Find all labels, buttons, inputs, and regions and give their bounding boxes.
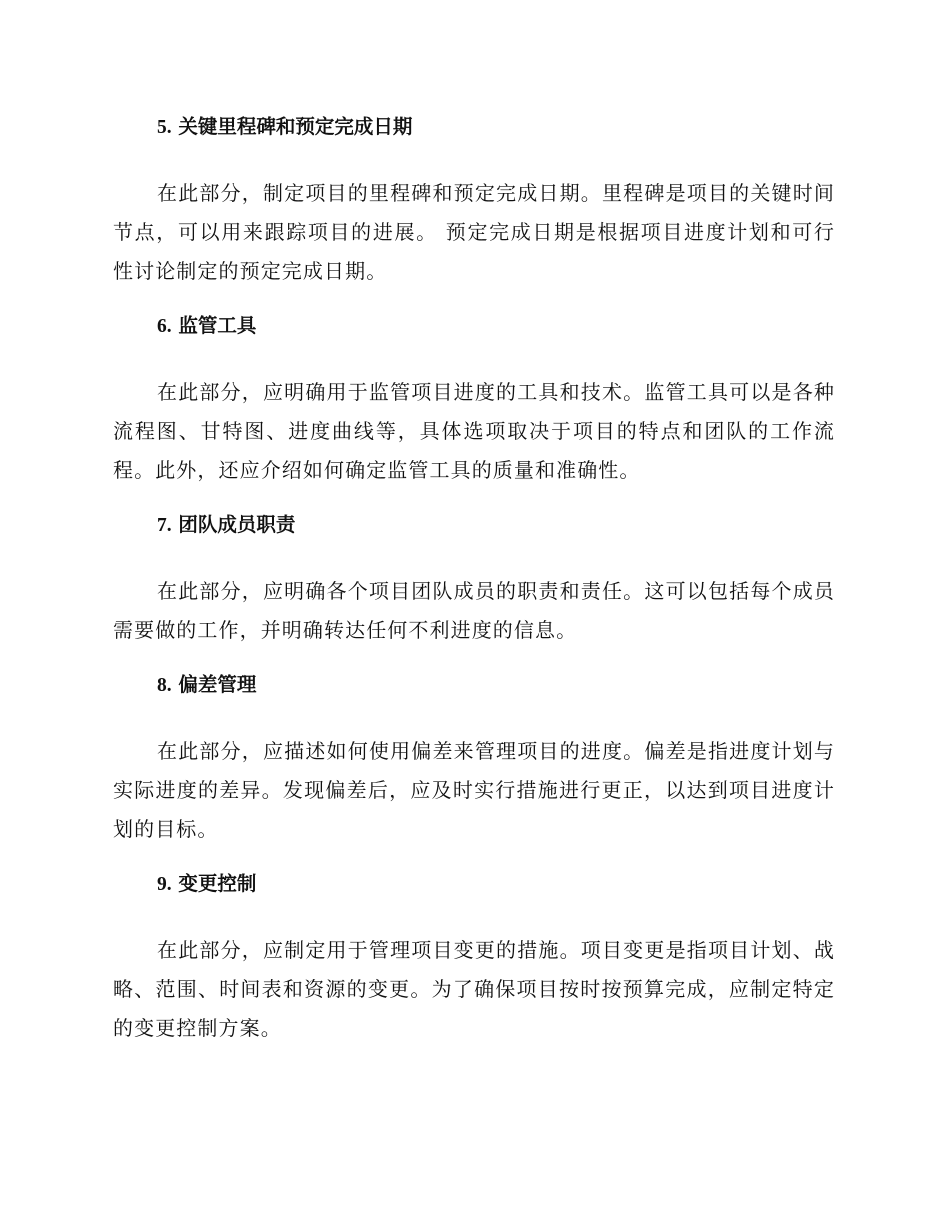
section-heading — [157, 666, 835, 704]
section-title: 关键里程碑和预定完成日期 — [178, 115, 413, 138]
section-number: 6. — [157, 316, 172, 337]
section-number: 9. — [157, 874, 172, 895]
section-milestones — [113, 108, 835, 291]
section-heading — [157, 865, 835, 903]
section-paragraph: 在此部分，应制定用于管理项目变更的措施。项目变更是指项目计划、战略、范围、时间表和资源的变更。为了确保项目按时按预算完成，应制定特定的变更控制方案。 — [113, 938, 835, 1040]
document-content — [113, 108, 835, 1064]
section-heading — [157, 506, 835, 544]
section-number: 7. — [157, 515, 172, 536]
section-variance-management — [113, 666, 835, 849]
section-title: 偏差管理 — [178, 673, 257, 696]
section-number: 5. — [157, 117, 172, 138]
section-title: 团队成员职责 — [178, 513, 296, 536]
section-team-responsibilities — [113, 506, 835, 650]
section-paragraph: 在此部分，应明确用于监管项目进度的工具和技术。监管工具可以是各种流程图、甘特图、进度曲线等，具体选项取决于项目的特点和团队的工作流程。此外，还应介绍如何确定监管工具的质量和准确性。 — [113, 380, 835, 482]
section-change-control — [113, 865, 835, 1048]
section-paragraph: 在此部分，制定项目的里程碑和预定完成日期。里程碑是项目的关键时间节点，可以用来跟踪项目的进展。 预定完成日期是根据项目进度计划和可行性讨论制定的预定完成日期。 — [113, 181, 835, 283]
section-paragraph: 在此部分，应明确各个项目团队成员的职责和责任。这可以包括每个成员需要做的工作，并明确转达任何不利进度的信息。 — [113, 579, 835, 642]
section-title: 变更控制 — [178, 872, 257, 895]
section-heading — [157, 307, 835, 345]
section-heading — [157, 108, 835, 146]
section-title: 监管工具 — [178, 314, 257, 337]
section-number: 8. — [157, 675, 172, 696]
section-monitoring-tools — [113, 307, 835, 490]
section-paragraph: 在此部分，应描述如何使用偏差来管理项目的进度。偏差是指进度计划与实际进度的差异。发现偏差后，应及时实行措施进行更正，以达到项目进度计划的目标。 — [113, 739, 835, 841]
